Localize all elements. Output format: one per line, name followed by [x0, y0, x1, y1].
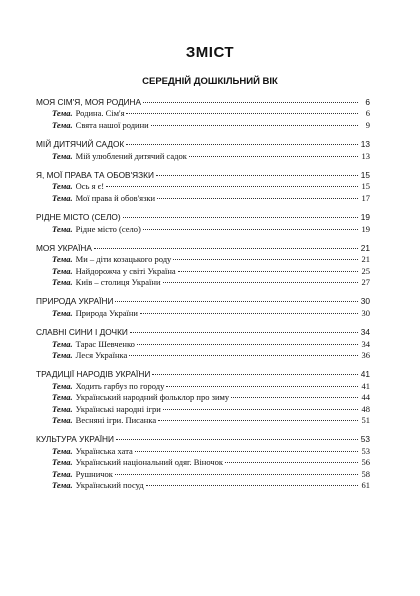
- toc-entry[interactable]: [36, 415, 370, 426]
- topic-keyword: Тема.: [52, 350, 73, 361]
- page-number: 6: [365, 108, 370, 119]
- leader-dots: [173, 259, 358, 260]
- leader-dots: [115, 474, 358, 475]
- page-number: 15: [360, 169, 370, 180]
- entry-title: Леся Українка: [75, 350, 128, 361]
- toc-section-heading[interactable]: [36, 327, 370, 338]
- entry-title: Природа України: [75, 307, 138, 318]
- leader-dots: [130, 332, 358, 333]
- entry-label: [52, 120, 149, 131]
- page-number: 61: [361, 479, 370, 490]
- topic-keyword: Тема.: [52, 108, 73, 119]
- toc-section: [36, 170, 370, 204]
- toc-section-heading[interactable]: [36, 434, 370, 445]
- toc-section: [36, 212, 370, 235]
- leader-dots: [123, 217, 358, 218]
- toc-section-heading[interactable]: [36, 243, 370, 254]
- leader-dots: [225, 462, 358, 463]
- entry-title: Ходить гарбуз по городу: [75, 380, 165, 391]
- toc-entry[interactable]: [36, 392, 370, 403]
- section-title: ПРИРОДА УКРАЇНИ: [36, 296, 114, 307]
- entry-label: [52, 193, 155, 204]
- entry-label: [52, 108, 124, 119]
- page-number: 30: [360, 296, 370, 307]
- toc-entry[interactable]: [36, 381, 370, 392]
- entry-label: [52, 151, 187, 162]
- entry-label: [52, 415, 156, 426]
- toc-section-heading[interactable]: [36, 170, 370, 181]
- topic-keyword: Тема.: [52, 307, 73, 318]
- toc-section: [36, 139, 370, 162]
- toc-section: [36, 327, 370, 361]
- topic-keyword: Тема.: [52, 403, 73, 414]
- toc-section-heading[interactable]: [36, 139, 370, 150]
- topic-keyword: Тема.: [52, 380, 73, 391]
- entry-title: Українські народні ігри: [75, 403, 161, 414]
- leader-dots: [129, 355, 358, 356]
- entry-title: Український національний одяг. Віночок: [75, 457, 224, 468]
- page-number: 30: [361, 307, 370, 318]
- page-number: 53: [360, 434, 370, 445]
- topic-keyword: Тема.: [52, 119, 73, 130]
- entry-label: [52, 469, 113, 480]
- topic-keyword: Тема.: [52, 223, 73, 234]
- toc-entry[interactable]: [36, 193, 370, 204]
- page-number: 19: [361, 223, 370, 234]
- page-number: 13: [360, 139, 370, 150]
- entry-label: [52, 457, 223, 468]
- entry-label: [52, 404, 161, 415]
- toc-entry[interactable]: [36, 308, 370, 319]
- leader-dots: [137, 344, 358, 345]
- leader-dots: [163, 282, 358, 283]
- topic-keyword: Тема.: [52, 150, 73, 161]
- page-number: 34: [360, 327, 370, 338]
- topic-keyword: Тема.: [52, 192, 73, 203]
- entry-label: [52, 308, 138, 319]
- leader-dots: [135, 451, 358, 452]
- page-number: 48: [361, 403, 370, 414]
- page-number: 25: [361, 265, 370, 276]
- leader-dots: [178, 271, 358, 272]
- leader-dots: [231, 397, 358, 398]
- page-number: 21: [360, 242, 370, 253]
- topic-keyword: Тема.: [52, 414, 73, 425]
- leader-dots: [143, 102, 358, 103]
- leader-dots: [126, 144, 358, 145]
- toc-section-heading[interactable]: [36, 97, 370, 108]
- page-number: 6: [365, 97, 370, 107]
- page-number: 15: [361, 181, 370, 192]
- page-number: 21: [361, 254, 370, 265]
- leader-dots: [163, 409, 358, 410]
- page-number: 17: [361, 192, 370, 203]
- page-number: 36: [361, 350, 370, 361]
- entry-title: Весняні ігри. Писанка: [75, 414, 157, 425]
- entry-title: Тарас Шевченко: [75, 338, 135, 349]
- toc-entry[interactable]: [36, 277, 370, 288]
- leader-dots: [140, 313, 358, 314]
- leader-dots: [126, 113, 358, 114]
- entry-title: Ми – діти козацького роду: [75, 254, 172, 265]
- entry-label: [52, 446, 133, 457]
- toc-entry[interactable]: [36, 266, 370, 277]
- entry-title: Свята нашої родини: [75, 119, 149, 130]
- toc-entry[interactable]: [36, 120, 370, 131]
- table-of-contents: [36, 97, 370, 491]
- entry-label: [52, 266, 176, 277]
- leader-dots: [94, 248, 358, 249]
- toc-entry[interactable]: [36, 404, 370, 415]
- entry-label: [52, 350, 127, 361]
- section-title: МІЙ ДИТЯЧИЙ САДОК: [36, 139, 125, 150]
- entry-title: Ось я є!: [75, 181, 105, 192]
- leader-dots: [115, 301, 358, 302]
- page-number: 34: [361, 338, 370, 349]
- entry-title: Мій улюблений дитячий садок: [75, 150, 187, 161]
- entry-title: Українська хата: [75, 445, 133, 456]
- page-number: 13: [361, 150, 370, 161]
- topic-keyword: Тема.: [52, 445, 73, 456]
- section-title: Я, МОЇ ПРАВА ТА ОБОВ'ЯЗКИ: [36, 169, 154, 180]
- toc-entry[interactable]: [36, 254, 370, 265]
- leader-dots: [146, 485, 358, 486]
- entry-label: [52, 381, 164, 392]
- entry-title: Найдорожча у світі Україна: [75, 265, 176, 276]
- toc-section-heading[interactable]: [36, 212, 370, 223]
- leader-dots: [106, 186, 358, 187]
- section-title: СЛАВНІ СИНИ І ДОЧКИ: [36, 327, 128, 338]
- toc-entry[interactable]: [36, 469, 370, 480]
- page-number: 51: [361, 414, 370, 425]
- topic-keyword: Тема.: [52, 181, 73, 192]
- page-number: 53: [361, 445, 370, 456]
- toc-entry[interactable]: [36, 108, 370, 119]
- section-title: МОЯ УКРАЇНА: [36, 242, 92, 253]
- entry-label: [52, 254, 171, 265]
- toc-section: [36, 97, 370, 131]
- section-title: МОЯ СІМ'Я, МОЯ РОДИНА: [36, 97, 142, 107]
- topic-keyword: Тема.: [52, 254, 73, 265]
- leader-dots: [166, 386, 358, 387]
- page-number: 27: [361, 277, 370, 288]
- entry-label: [52, 277, 161, 288]
- page-number: 41: [360, 369, 370, 380]
- toc-section: [36, 243, 370, 289]
- topic-keyword: Тема.: [52, 457, 73, 468]
- page-number: 58: [361, 468, 370, 479]
- topic-keyword: Тема.: [52, 468, 73, 479]
- toc-section: [36, 369, 370, 426]
- toc-entry[interactable]: [36, 480, 370, 491]
- toc-entry[interactable]: [36, 151, 370, 162]
- entry-title: Український народний фольклор про зиму: [75, 392, 230, 403]
- section-title: РІДНЕ МІСТО (СЕЛО): [36, 212, 121, 223]
- entry-label: [52, 339, 135, 350]
- leader-dots: [156, 175, 358, 176]
- leader-dots: [157, 198, 358, 199]
- page-number: 44: [361, 392, 370, 403]
- topic-keyword: Тема.: [52, 479, 73, 490]
- entry-title: Київ – столиця України: [75, 277, 161, 288]
- entry-title: Родина. Сім'я: [75, 108, 125, 119]
- page-number: 19: [360, 212, 370, 223]
- entry-label: [52, 480, 144, 491]
- topic-keyword: Тема.: [52, 277, 73, 288]
- entry-label: [52, 181, 104, 192]
- page-number: 56: [361, 457, 370, 468]
- toc-section-heading[interactable]: [36, 369, 370, 380]
- entry-label: [52, 392, 229, 403]
- toc-entry[interactable]: [36, 181, 370, 192]
- leader-dots: [152, 374, 358, 375]
- page-subtitle: СЕРЕДНІЙ ДОШКІЛЬНИЙ ВІК: [142, 76, 278, 87]
- toc-section: [36, 434, 370, 491]
- entry-title: Український посуд: [75, 479, 144, 490]
- leader-dots: [189, 156, 358, 157]
- section-title: ТРАДИЦІЇ НАРОДІВ УКРАЇНИ: [36, 369, 151, 380]
- entry-label: [52, 224, 141, 235]
- toc-section: [36, 296, 370, 319]
- toc-entry[interactable]: [36, 457, 370, 468]
- toc-section-heading[interactable]: [36, 296, 370, 307]
- toc-entry[interactable]: [36, 446, 370, 457]
- toc-entry[interactable]: [36, 224, 370, 235]
- entry-title: Мої права й обов'язки: [75, 192, 156, 203]
- toc-entry[interactable]: [36, 350, 370, 361]
- page-title: ЗМІСТ: [185, 44, 235, 61]
- topic-keyword: Тема.: [52, 392, 73, 403]
- leader-dots: [158, 420, 358, 421]
- section-title: КУЛЬТУРА УКРАЇНИ: [36, 434, 115, 445]
- topic-keyword: Тема.: [52, 265, 73, 276]
- toc-entry[interactable]: [36, 339, 370, 350]
- leader-dots: [143, 229, 358, 230]
- entry-title: Рідне місто (село): [75, 223, 141, 234]
- entry-title: Рушничок: [75, 468, 113, 479]
- leader-dots: [151, 125, 358, 126]
- page-number: 41: [361, 380, 370, 391]
- page-number: 9: [365, 119, 370, 130]
- leader-dots: [116, 439, 358, 440]
- topic-keyword: Тема.: [52, 338, 73, 349]
